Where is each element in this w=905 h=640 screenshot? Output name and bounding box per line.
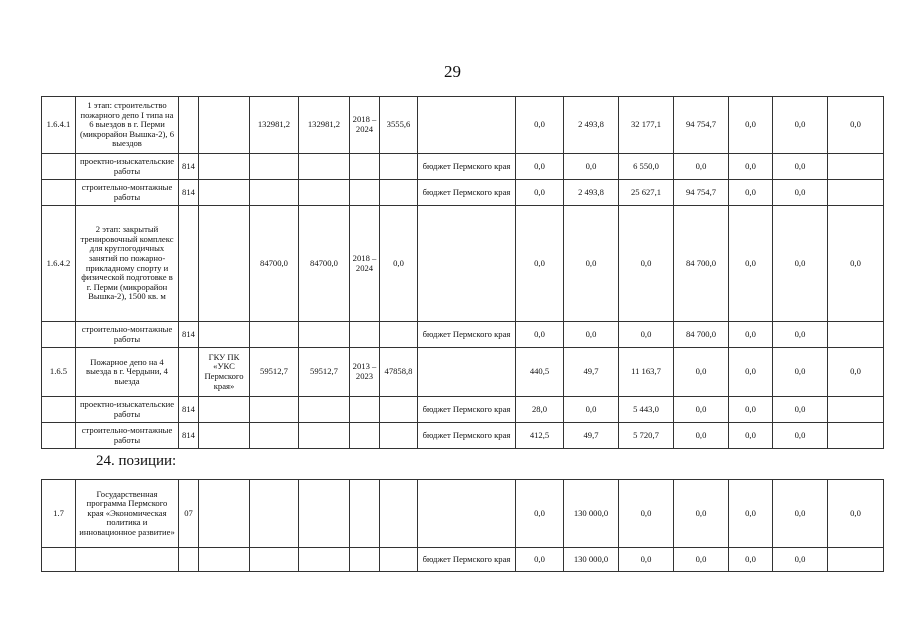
row-value-7: [828, 180, 884, 206]
row-value-6: 0,0: [773, 97, 828, 154]
row-cost: 59512,7: [250, 348, 299, 397]
row-funded: [380, 423, 418, 449]
row-value-5: 0,0: [729, 154, 773, 180]
row-value-5: 0,0: [729, 548, 773, 572]
row-years: [350, 180, 380, 206]
table-row: [42, 423, 884, 449]
row-cost: [250, 480, 299, 548]
row-estimate: [299, 548, 350, 572]
row-name: проектно-изыскательские работы: [76, 154, 179, 180]
row-years: [350, 322, 380, 348]
row-code: [179, 348, 199, 397]
row-name: 2 этап: закрытый тренировочный комплекс для круглогодичных занятий по пожарно-прикладному спорту и физической подготовке в г. Перми (микрорайон Вышка-2), 1500 кв. м: [76, 206, 179, 322]
row-executor: [199, 322, 250, 348]
row-value-1: 0,0: [516, 154, 564, 180]
row-value-5: 0,0: [729, 480, 773, 548]
row-value-7: [828, 548, 884, 572]
row-code: 814: [179, 180, 199, 206]
table-row: [42, 180, 884, 206]
row-value-1: 0,0: [516, 180, 564, 206]
row-number: [42, 322, 76, 348]
row-number: 1.7: [42, 480, 76, 548]
row-source: бюджет Пермского края: [418, 322, 516, 348]
row-value-1: 28,0: [516, 397, 564, 423]
row-value-5: 0,0: [729, 180, 773, 206]
row-value-2: 2 493,8: [564, 97, 619, 154]
row-executor: [199, 154, 250, 180]
row-source: бюджет Пермского края: [418, 154, 516, 180]
row-code: [179, 97, 199, 154]
row-value-6: 0,0: [773, 548, 828, 572]
row-value-2: 0,0: [564, 397, 619, 423]
row-years: [350, 397, 380, 423]
row-name: проектно-изыскательские работы: [76, 397, 179, 423]
row-value-4: 0,0: [674, 348, 729, 397]
row-value-1: 0,0: [516, 97, 564, 154]
row-value-1: 412,5: [516, 423, 564, 449]
row-years: [350, 548, 380, 572]
row-number: 1.6.4.2: [42, 206, 76, 322]
row-value-2: 49,7: [564, 423, 619, 449]
row-value-1: 0,0: [516, 480, 564, 548]
row-value-5: 0,0: [729, 397, 773, 423]
row-executor: ГКУ ПК «УКС Пермского края»: [199, 348, 250, 397]
row-value-3: 0,0: [619, 548, 674, 572]
row-value-2: 130 000,0: [564, 480, 619, 548]
row-funded: [380, 548, 418, 572]
row-source: [418, 206, 516, 322]
section-heading: 24. позиции:: [96, 453, 177, 469]
row-years: 2018 – 2024: [350, 206, 380, 322]
page-number: 29: [444, 62, 461, 81]
row-cost: 132981,2: [250, 97, 299, 154]
row-estimate: 59512,7: [299, 348, 350, 397]
row-funded: [380, 154, 418, 180]
row-value-3: 6 550,0: [619, 154, 674, 180]
row-estimate: [299, 423, 350, 449]
row-source: бюджет Пермского края: [418, 548, 516, 572]
row-cost: [250, 180, 299, 206]
budget-table-1: [41, 96, 884, 449]
row-number: 1.6.4.1: [42, 97, 76, 154]
row-estimate: 84700,0: [299, 206, 350, 322]
row-value-7: [828, 423, 884, 449]
row-executor: [199, 206, 250, 322]
row-funded: [380, 480, 418, 548]
row-value-2: 2 493,8: [564, 180, 619, 206]
row-number: [42, 154, 76, 180]
row-value-6: 0,0: [773, 154, 828, 180]
row-years: 2018 – 2024: [350, 97, 380, 154]
row-value-6: 0,0: [773, 322, 828, 348]
row-number: [42, 397, 76, 423]
row-cost: [250, 154, 299, 180]
row-funded: 47858,8: [380, 348, 418, 397]
row-cost: [250, 548, 299, 572]
row-source: бюджет Пермского края: [418, 423, 516, 449]
row-funded: [380, 180, 418, 206]
row-code: 814: [179, 322, 199, 348]
row-value-4: 0,0: [674, 397, 729, 423]
row-value-4: 0,0: [674, 480, 729, 548]
row-value-7: 0,0: [828, 97, 884, 154]
budget-table-2: [41, 479, 884, 572]
table-row: [42, 348, 884, 397]
row-value-7: 0,0: [828, 480, 884, 548]
table-row: [42, 397, 884, 423]
row-value-3: 0,0: [619, 322, 674, 348]
row-value-5: 0,0: [729, 322, 773, 348]
row-code: 814: [179, 423, 199, 449]
row-code: 07: [179, 480, 199, 548]
row-source: бюджет Пермского края: [418, 180, 516, 206]
row-number: [42, 180, 76, 206]
table-row: [42, 548, 884, 572]
row-value-6: 0,0: [773, 348, 828, 397]
row-name: Государственная программа Пермского края «Экономическая политика и инновационное развитие»: [76, 480, 179, 548]
row-value-3: 5 720,7: [619, 423, 674, 449]
row-cost: [250, 397, 299, 423]
row-value-1: 0,0: [516, 322, 564, 348]
row-value-6: 0,0: [773, 180, 828, 206]
row-name: строительно-монтажные работы: [76, 322, 179, 348]
row-name: Пожарное депо на 4 выезда в г. Чердыни, 4 выезда: [76, 348, 179, 397]
row-source: [418, 480, 516, 548]
row-funded: [380, 397, 418, 423]
row-value-2: 0,0: [564, 322, 619, 348]
table-row: [42, 480, 884, 548]
row-estimate: [299, 397, 350, 423]
row-value-3: 0,0: [619, 480, 674, 548]
row-estimate: [299, 180, 350, 206]
row-source: бюджет Пермского края: [418, 397, 516, 423]
row-executor: [199, 97, 250, 154]
row-cost: 84700,0: [250, 206, 299, 322]
row-value-3: 32 177,1: [619, 97, 674, 154]
row-source: [418, 348, 516, 397]
row-code: [179, 548, 199, 572]
row-estimate: [299, 154, 350, 180]
row-estimate: [299, 480, 350, 548]
row-value-6: 0,0: [773, 480, 828, 548]
row-estimate: [299, 322, 350, 348]
row-value-7: 0,0: [828, 206, 884, 322]
row-funded: 0,0: [380, 206, 418, 322]
row-cost: [250, 423, 299, 449]
row-name: [76, 548, 179, 572]
row-value-7: [828, 322, 884, 348]
row-value-4: 94 754,7: [674, 97, 729, 154]
row-value-3: 25 627,1: [619, 180, 674, 206]
row-funded: 3555,6: [380, 97, 418, 154]
row-name: строительно-монтажные работы: [76, 180, 179, 206]
row-source: [418, 97, 516, 154]
row-value-2: 49,7: [564, 348, 619, 397]
row-value-5: 0,0: [729, 423, 773, 449]
row-value-6: 0,0: [773, 397, 828, 423]
row-value-3: 11 163,7: [619, 348, 674, 397]
row-value-6: 0,0: [773, 423, 828, 449]
row-value-4: 0,0: [674, 154, 729, 180]
row-executor: [199, 423, 250, 449]
row-value-1: 0,0: [516, 548, 564, 572]
row-value-7: [828, 154, 884, 180]
row-funded: [380, 322, 418, 348]
row-value-1: 0,0: [516, 206, 564, 322]
row-value-5: 0,0: [729, 206, 773, 322]
row-value-4: 0,0: [674, 548, 729, 572]
row-years: 2013 – 2023: [350, 348, 380, 397]
row-code: [179, 206, 199, 322]
row-value-3: 5 443,0: [619, 397, 674, 423]
row-name: строительно-монтажные работы: [76, 423, 179, 449]
row-value-4: 84 700,0: [674, 322, 729, 348]
row-executor: [199, 180, 250, 206]
row-value-4: 94 754,7: [674, 180, 729, 206]
row-value-2: 0,0: [564, 154, 619, 180]
row-value-2: 0,0: [564, 206, 619, 322]
table-row: [42, 322, 884, 348]
row-executor: [199, 480, 250, 548]
row-value-3: 0,0: [619, 206, 674, 322]
row-estimate: 132981,2: [299, 97, 350, 154]
row-number: 1.6.5: [42, 348, 76, 397]
row-value-5: 0,0: [729, 97, 773, 154]
row-value-7: 0,0: [828, 348, 884, 397]
row-value-5: 0,0: [729, 348, 773, 397]
row-value-2: 130 000,0: [564, 548, 619, 572]
row-years: [350, 154, 380, 180]
row-number: [42, 548, 76, 572]
row-code: 814: [179, 154, 199, 180]
row-value-4: 0,0: [674, 423, 729, 449]
table-row: [42, 154, 884, 180]
row-value-4: 84 700,0: [674, 206, 729, 322]
row-years: [350, 423, 380, 449]
row-value-7: [828, 397, 884, 423]
row-executor: [199, 397, 250, 423]
row-code: 814: [179, 397, 199, 423]
row-value-6: 0,0: [773, 206, 828, 322]
row-executor: [199, 548, 250, 572]
row-years: [350, 480, 380, 548]
row-name: 1 этап: строительство пожарного депо I типа на 6 выездов в г. Перми (микрорайон Вышка-2), 6 выездов: [76, 97, 179, 154]
table-row: [42, 97, 884, 154]
row-cost: [250, 322, 299, 348]
table-row: [42, 206, 884, 322]
row-value-1: 440,5: [516, 348, 564, 397]
row-number: [42, 423, 76, 449]
